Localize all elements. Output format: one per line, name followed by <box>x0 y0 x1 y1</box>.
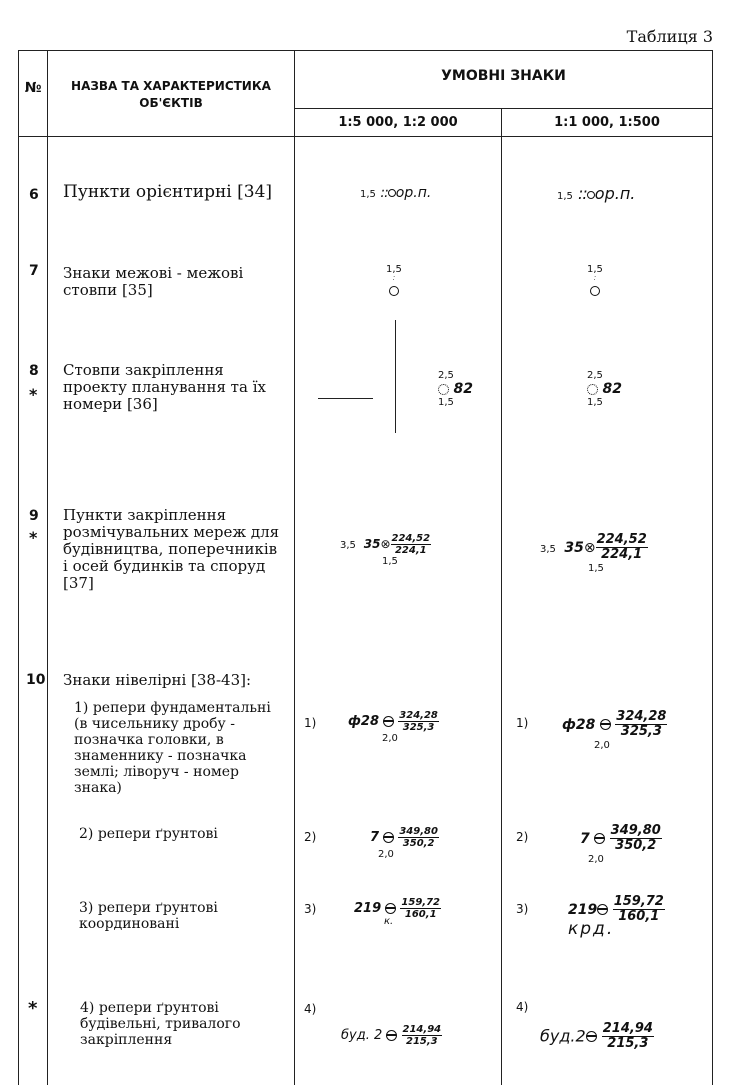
orientation-point-symbol-b: 1,5 :: ор.п. <box>557 184 636 203</box>
dimension-bottom: 2,0 <box>588 853 604 865</box>
point-circle-icon <box>587 191 595 199</box>
benchmark-label: 219 <box>568 901 598 918</box>
dimension-label: 1,5 <box>557 191 573 202</box>
fraction-bottom: 350,2 <box>402 838 435 849</box>
benchmark-label: 7 <box>370 830 380 845</box>
subitem-name: 2) репери ґрунтові <box>79 826 218 842</box>
row-number: 6 <box>29 187 39 203</box>
subitem-index: 3) <box>304 902 317 916</box>
benchmark-icon <box>600 719 611 730</box>
benchmark-icon <box>385 903 396 914</box>
header-signs: УМОВНІ ЗНАКИ <box>441 68 566 84</box>
benchmark-icon <box>594 833 605 844</box>
subitem-index: 1) <box>516 716 529 730</box>
frame-right <box>712 50 713 1085</box>
boundary-post-symbol-a: 1,5 : <box>386 264 402 300</box>
coordinated-benchmark-symbol-a <box>354 897 441 927</box>
row-number: 10 <box>26 672 46 688</box>
subitem-name: 3) репери ґрунтові координовані <box>79 900 218 932</box>
post-circle-icon <box>389 286 399 296</box>
header-name: НАЗВА ТА ХАРАКТЕРИСТИКА ОБ'ЄКТІВ <box>71 79 271 110</box>
orientation-point-symbol-a: 1,5 :: ор.п. <box>360 185 432 201</box>
row-name: Знаки нівелірні [38-43]: <box>63 671 252 689</box>
ground-benchmark-symbol-a <box>370 826 439 860</box>
benchmark-label: буд. 2 <box>341 1028 383 1043</box>
fraction-bottom: 325,3 <box>620 724 662 740</box>
dimension-left: 3,5 <box>540 543 556 555</box>
fraction-top: 159,72 <box>613 894 664 909</box>
subitem-index: 4) <box>516 1000 529 1014</box>
planning-post-icon <box>438 384 449 395</box>
construction-benchmark-symbol-a <box>341 1024 442 1047</box>
fraction-bottom: 325,3 <box>402 722 435 733</box>
fundamental-benchmark-symbol-a <box>348 710 439 744</box>
row-name: Пункти орієнтирні [34] <box>63 182 273 202</box>
fraction-bottom: 215,3 <box>607 1036 649 1052</box>
subitem-name: 1) репери фундаментальні (в чисельнику дробу - позначка головки, в знаменнику - позначка землі; ліворуч - номер знака) <box>74 700 271 796</box>
fraction-bottom: 215,3 <box>405 1036 438 1047</box>
boundary-post-symbol-b: 1,5 : <box>587 264 603 300</box>
alignment-line-vertical <box>395 320 396 433</box>
benchmark-label: 219 <box>354 901 382 916</box>
fraction-bottom: 224,1 <box>394 545 427 556</box>
header-bottom-line <box>18 136 713 137</box>
frame-top <box>18 50 713 51</box>
fraction-top: 324,28 <box>616 709 667 724</box>
row-name: Знаки межові - межові стовпи [35] <box>63 264 244 299</box>
row-number: 9 <box>29 508 39 524</box>
header-number: № <box>24 80 42 96</box>
dimension-bottom: 1,5 <box>438 397 454 408</box>
subitem-name: 4) репери ґрунтові будівельні, тривалого закріплення <box>80 1000 241 1048</box>
table-caption: Таблиця 3 <box>626 27 713 46</box>
dimension-label: 1,5 <box>587 264 603 275</box>
benchmark-icon <box>383 832 394 843</box>
point-number: 35 <box>564 539 584 556</box>
col-divider-2 <box>294 50 295 1085</box>
layout-point-symbol-b <box>540 533 648 574</box>
dimension-bottom: 2,0 <box>378 849 394 860</box>
layout-point-symbol-a <box>340 533 431 567</box>
dimension-bottom: 2,0 <box>382 733 398 744</box>
subitem-index: 3) <box>516 902 529 916</box>
header-scale-a: 1:5 000, 1:2 000 <box>338 115 458 130</box>
row-number: 8 <box>29 363 39 379</box>
frame-left <box>18 50 19 1085</box>
subitem-index: 2) <box>516 830 529 844</box>
fraction-bottom: 160,1 <box>618 909 660 925</box>
fraction-top: 349,80 <box>610 823 661 838</box>
dimension-label: 1,5 <box>386 264 402 275</box>
benchmark-icon <box>383 716 394 727</box>
subitem-index: 1) <box>304 716 317 730</box>
benchmark-icon <box>586 1031 597 1042</box>
crossed-circle-icon: ⊗ <box>583 539 596 556</box>
dimension-top: 2,5 <box>587 370 603 381</box>
benchmark-icon <box>597 904 608 915</box>
benchmark-subscript: к. <box>384 916 394 927</box>
benchmark-subscript: крд. <box>568 918 615 939</box>
fraction-top: 214,94 <box>402 1024 442 1035</box>
fraction-bottom: 160,1 <box>404 909 437 920</box>
row-name: Пункти закріплення розмічувальних мереж для будівництва, поперечників і осей будинків та споруд [37] <box>63 506 280 592</box>
symbol-label: ор.п. <box>594 184 636 203</box>
point-number: 35 <box>363 537 381 551</box>
planning-post-symbol-a <box>438 370 473 408</box>
subitem-index: 4) <box>304 1002 317 1016</box>
fraction-top: 224,52 <box>391 533 431 544</box>
crossed-circle-icon: ⊗ <box>380 537 391 551</box>
dimension-bottom: 1,5 <box>587 397 603 408</box>
ground-benchmark-symbol-b <box>580 824 662 865</box>
col-divider-1 <box>47 50 48 1085</box>
fraction-top: 349,80 <box>399 826 438 837</box>
fundamental-benchmark-symbol-b <box>562 710 667 751</box>
row-asterisk: * <box>29 528 38 547</box>
construction-benchmark-symbol-b <box>540 1022 654 1052</box>
dimension-label: 1,5 <box>360 189 376 200</box>
fraction-top: 159,72 <box>401 897 441 908</box>
planning-post-symbol-b <box>587 370 622 408</box>
fraction-top: 324,28 <box>399 710 438 721</box>
dimension-bottom: 1,5 <box>588 562 604 574</box>
point-circle-icon <box>388 189 396 197</box>
dimension-bottom: 2,0 <box>594 739 610 751</box>
col-divider-3 <box>501 108 502 1085</box>
coordinated-benchmark-symbol-b <box>568 895 665 939</box>
row-asterisk: * <box>29 385 38 404</box>
dimension-top: 2,5 <box>438 370 454 381</box>
benchmark-label: 7 <box>580 830 590 847</box>
row-number: 7 <box>29 263 39 279</box>
fraction-bottom: 350,2 <box>615 838 657 854</box>
fraction-top: 214,94 <box>602 1021 653 1036</box>
benchmark-icon <box>386 1030 397 1041</box>
dimension-left: 3,5 <box>340 540 356 551</box>
row-asterisk: * <box>28 998 38 1019</box>
dimension-bottom: 1,5 <box>382 556 398 567</box>
post-number: 82 <box>602 381 622 397</box>
subitem-index: 2) <box>304 830 317 844</box>
fraction-bottom: 224,1 <box>601 547 643 563</box>
planning-post-icon <box>587 384 598 395</box>
post-circle-icon <box>590 286 600 296</box>
header-mid-line <box>294 108 713 109</box>
header-scale-b: 1:1 000, 1:500 <box>554 115 660 130</box>
benchmark-label: буд.2 <box>540 1026 586 1046</box>
row-name: Стовпи закріплення проекту планування та їх номери [36] <box>63 361 266 413</box>
benchmark-label: ф28 <box>348 714 379 729</box>
symbol-label: ор.п. <box>395 185 432 201</box>
fraction-top: 224,52 <box>596 532 647 547</box>
post-number: 82 <box>453 381 473 397</box>
alignment-line-horizontal <box>318 398 373 399</box>
benchmark-label: ф28 <box>562 716 596 733</box>
